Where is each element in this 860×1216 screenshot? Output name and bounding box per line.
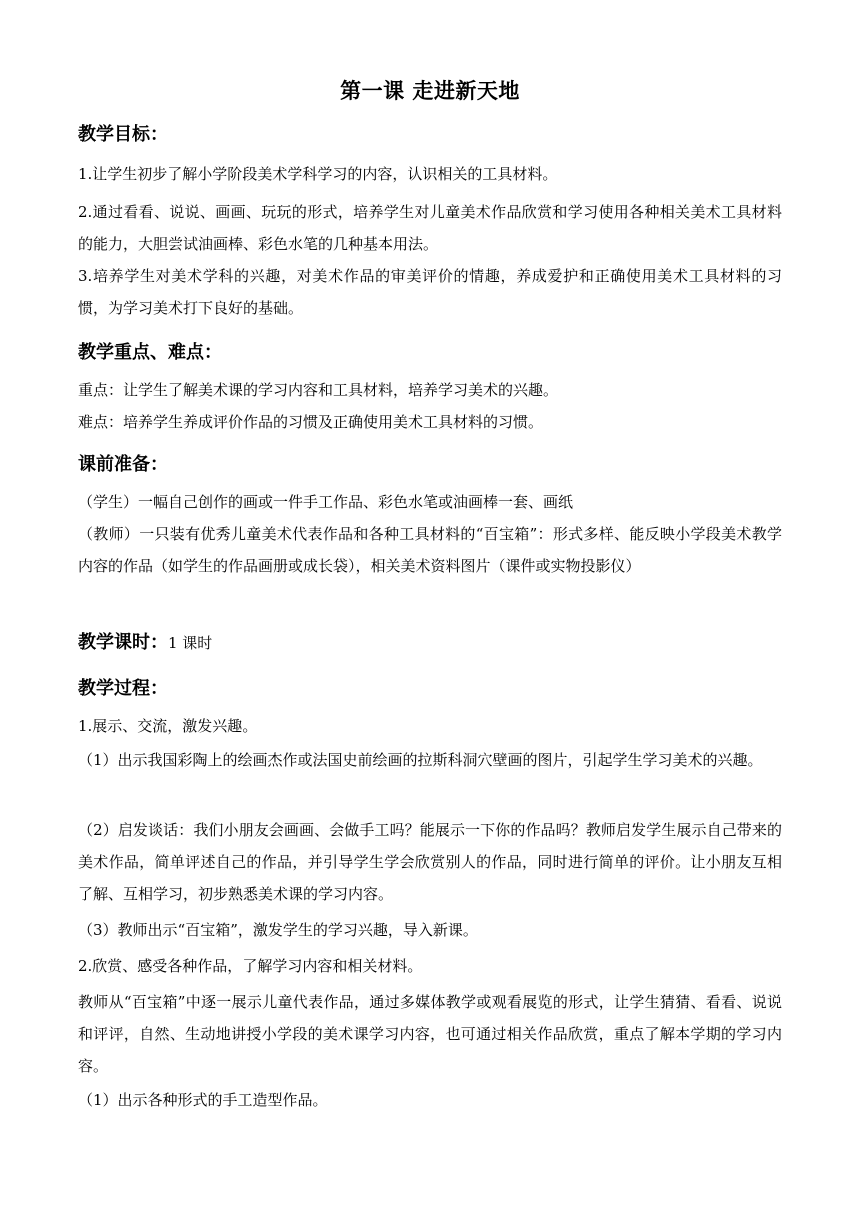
page-title: 第一课 走进新天地	[340, 79, 520, 103]
key-points-heading: 教学重点、难点：	[78, 342, 222, 363]
hours-heading: 教学课时：	[78, 632, 168, 653]
process-item: （3）教师出示“百宝箱”，激发学生的学习兴趣，导入新课。	[78, 921, 478, 939]
objective-item-1: 1.让学生初步了解小学阶段美术学科学习的内容，认识相关的工具材料。	[78, 165, 558, 183]
process-item: 2.欣赏、感受各种作品，了解学习内容和相关材料。	[78, 957, 423, 975]
process-item: （1）出示各种形式的手工造型作品。	[78, 1091, 328, 1109]
preparation-teacher: （教师）一只装有优秀儿童美术代表作品和各种工具材料的“百宝箱”：形式多样、能反映小学段美术教学内容的作品（如学生的作品画册或成长袋），相关美术资料图片（课件或实物投影仪）	[78, 525, 782, 575]
hours-row	[78, 630, 212, 656]
process-item: （2）启发谈话：我们小朋友会画画、会做手工吗？能展示一下你的作品吗？教师启发学生展示自己带来的美术作品，简单评述自己的作品，并引导学生学会欣赏别人的作品，同时进行简单的评价。让小朋友互相了解、互相学习，初步熟悉美术课的学习内容。	[78, 821, 782, 903]
hours-value: 1 课时	[168, 634, 213, 652]
objectives-heading: 教学目标：	[78, 124, 168, 145]
difficulty-item: 难点：培养学生养成评价作品的习惯及正确使用美术工具材料的习惯。	[78, 413, 544, 431]
process-item: （1）出示我国彩陶上的绘画杰作或法国史前绘画的拉斯科洞穴壁画的图片，引起学生学习美术的兴趣。	[78, 751, 763, 769]
preparation-student: （学生）一幅自己创作的画或一件手工作品、彩色水笔或油画棒一套、画纸	[78, 493, 574, 511]
key-point-item: 重点：让学生了解美术课的学习内容和工具材料，培养学习美术的兴趣。	[78, 381, 559, 399]
preparation-heading: 课前准备：	[78, 454, 168, 475]
objective-item-2: 2.通过看看、说说、画画、玩玩的形式，培养学生对儿童美术作品欣赏和学习使用各种相关美术工具材料的能力，大胆尝试油画棒、彩色水笔的几种基本用法。	[78, 203, 782, 253]
process-heading: 教学过程：	[78, 678, 168, 699]
objective-item-3: 3.培养学生对美术学科的兴趣，对美术作品的审美评价的情趣，养成爱护和正确使用美术工具材料的习惯，为学习美术打下良好的基础。	[78, 267, 782, 317]
process-item: 1.展示、交流，激发兴趣。	[78, 717, 258, 735]
process-item: 教师从“百宝箱”中逐一展示儿童代表作品，通过多媒体教学或观看展览的形式，让学生猜猜、看看、说说和评评，自然、生动地讲授小学段的美术课学习内容，也可通过相关作品欣赏，重点了解本学期的学习内容。	[78, 993, 782, 1075]
